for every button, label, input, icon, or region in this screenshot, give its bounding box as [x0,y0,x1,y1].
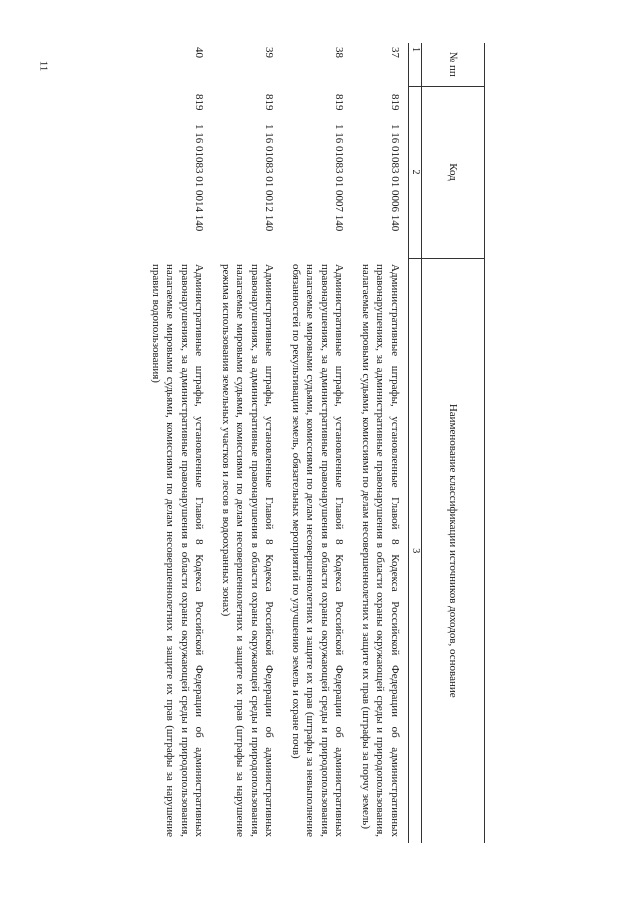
column-index-1: 1 [409,43,422,86]
page-number: 11 [37,60,50,72]
column-index-row [409,43,422,843]
code-cell [281,86,351,258]
table-row [141,43,211,843]
classification-code: 1 16 01083 01 0007 140 [333,124,346,232]
admin-code: 819 [193,94,206,111]
column-index-2: 2 [409,86,422,258]
header-name: Наименование классификации источников доходов, основание [422,258,485,843]
header-num: № пп [422,43,485,86]
row-number: 38 [333,47,346,58]
admin-code: 819 [333,94,346,111]
revenue-classification-table [141,43,486,843]
header-code: Код [422,86,485,258]
code-cell [351,86,409,258]
row-number: 39 [263,47,276,58]
classification-name: Административные штрафы, установленные Главой 8 Кодекса Российской Федерации об административных правонарушениях, за административные правонарушения в области охраны окружающей среды и природопользования, налагаемые мировыми судьями, комиссиями по делам несовершеннолетних и защите их прав (штрафы за порчу земель) [360,264,401,837]
row-number: 37 [389,47,401,58]
table-header-row [422,43,485,843]
code-cell [141,86,211,258]
admin-code: 819 [263,94,276,111]
table-row [281,43,351,843]
classification-code: 1 16 01083 01 0012 140 [263,124,276,232]
column-index-3: 3 [409,258,422,843]
code-cell [211,86,281,258]
classification-name: Административные штрафы, установленные Главой 8 Кодекса Российской Федерации об административных правонарушениях, за административные правонарушения в области охраны окружающей среды и природопользования, налагаемые мировыми судьями, комиссиями по делам несовершеннолетних и защите их прав (штрафы за невыполнение обязанностей по рекультивации земель, обязательных мероприятий по улучшению земель и охране почв) [290,264,346,837]
classification-code: 1 16 01083 01 0014 140 [193,124,206,232]
table-row [211,43,281,843]
classification-name: Административные штрафы, установленные Главой 8 Кодекса Российской Федерации об административных правонарушениях, за административные правонарушения в области охраны окружающей среды и природопользования, налагаемые мировыми судьями, комиссиями по делам несовершеннолетних и защите их прав (штрафы за нарушение режима использования земельных участков и лесов в водоохранных зонах) [220,264,276,837]
classification-code: 1 16 01083 01 0006 140 [389,124,401,232]
classification-name: Административные штрафы, установленные Главой 8 Кодекса Российской Федерации об административных правонарушениях, за административные правонарушения в области охраны окружающей среды и природопользования, налагаемые мировыми судьями, комиссиями по делам несовершеннолетних и защите их прав (штрафы за нарушение правил водопользования) [150,264,206,837]
table-row [351,43,409,843]
admin-code: 819 [389,94,401,111]
row-number: 40 [193,47,206,58]
